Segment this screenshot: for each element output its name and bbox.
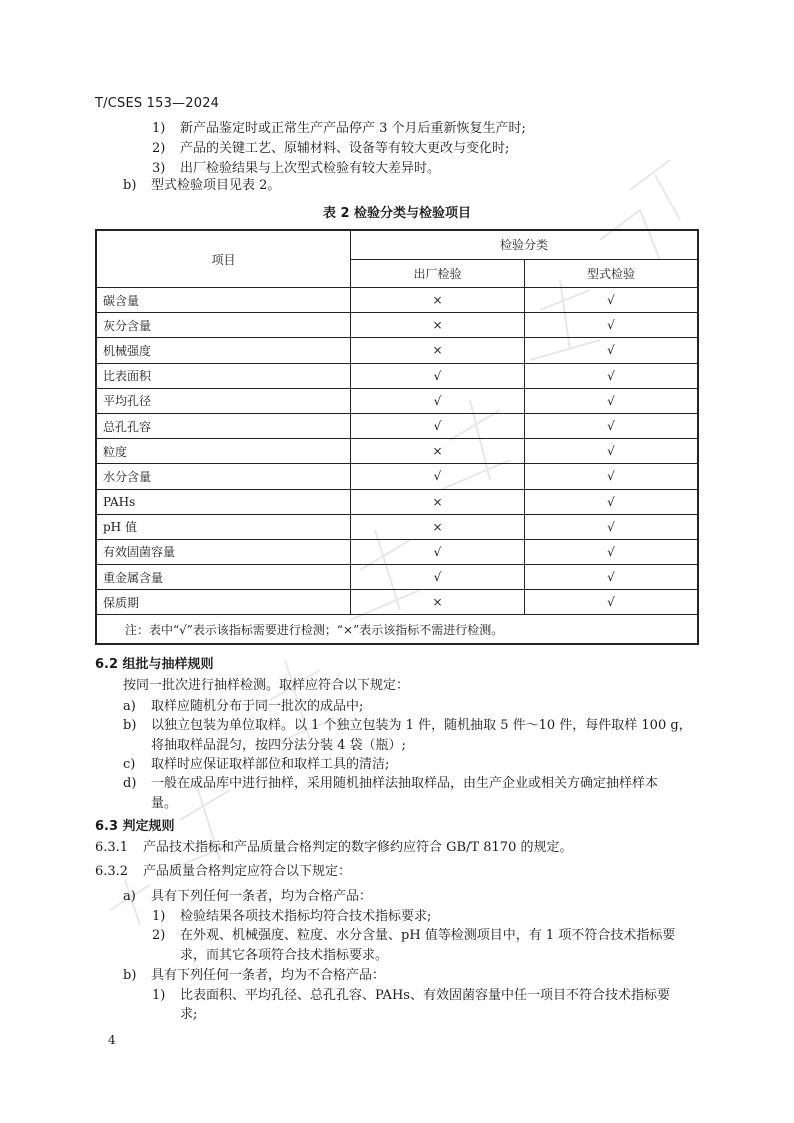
row-type-mark: √ [525,413,699,438]
intro-item-label: 3) [152,161,166,176]
row-type-mark: √ [525,439,699,464]
row-factory-mark: √ [351,413,525,438]
col-header-group: 检验分类 [351,230,699,259]
col-header-factory: 出厂检验 [351,259,525,287]
row-name: 灰分含量 [96,313,351,338]
table-row [96,338,698,363]
table-row [96,489,698,514]
section-6-3-title: 6.3 判定规则 [95,819,175,834]
list-item [152,986,670,1006]
clause-6-3-2-label: 6.3.2 [95,864,129,879]
row-name: 平均孔径 [96,388,351,413]
list-item [180,1005,197,1025]
document-header: T/CSES 153—2024 [95,96,220,111]
list-item-text: 在外观、机械强度、粒度、水分含量、pH 值等检测项目中，有 1 项不符合技术指标要 [180,928,676,944]
section-6-2-lead-text: 按同一批次进行抽样检测。取样应符合以下规定： [123,678,410,693]
row-factory-mark: √ [351,464,525,489]
table-row [96,439,698,464]
clause-a-text: 具有下列任何一条者，均为合格产品： [151,889,373,904]
row-type-mark: √ [525,489,699,514]
row-type-mark: √ [525,288,699,313]
list-item-text: 求; [180,1007,198,1023]
list-item [123,755,389,775]
list-item [152,926,675,946]
clause-6-3-2-text: 产品质量合格判定应符合以下规定： [143,864,352,879]
row-name: 有效固菌容量 [96,539,351,564]
row-type-mark: √ [525,338,699,363]
intro-b-text: 型式检验项目见表 2。 [151,178,281,193]
row-name: 比表面积 [96,363,351,388]
clause-6-3-1 [95,838,572,858]
table-row [96,514,698,539]
row-type-mark: √ [525,313,699,338]
clause-6-3-2 [95,862,351,882]
list-item-text: 检验结果各项技术指标均符合技术指标要求; [180,909,432,924]
list-item-text: 取样时应保证取样部位和取样工具的清洁; [151,756,390,772]
row-name: 机械强度 [96,338,351,363]
clause-b-label: b) [123,967,137,983]
row-name: 重金属含量 [96,565,351,590]
section-6-2-lead [123,676,409,696]
row-type-mark: √ [525,388,699,413]
row-factory-mark: × [351,489,525,514]
col-header-item: 项目 [96,230,351,288]
list-item-text: 比表面积、平均孔径、总孔孔容、PAHs、有效固菌容量中任一项目不符合技术指标要 [180,987,670,1003]
row-name: PAHs [96,489,351,514]
list-item [151,736,406,756]
list-item-label: b) [123,718,137,734]
table-row [96,464,698,489]
table-caption: 表 2 检验分类与检验项目 [322,206,472,221]
table-row [96,288,698,313]
row-factory-mark: × [351,313,525,338]
inspection-table [95,229,699,645]
intro-b-label: b) [123,178,137,193]
row-name: pH 值 [96,514,351,539]
row-factory-mark: × [351,514,525,539]
intro-item-label: 2) [152,141,166,156]
list-item-text: 以独立包装为单位取样。以 1 个独立包装为 1 件，随机抽取 5 件～10 件，每件取样 100 g， [151,718,692,734]
list-item [123,774,658,794]
row-name: 保质期 [96,590,351,615]
intro-item [152,139,509,159]
list-item [123,697,363,717]
list-item-label: a) [123,699,136,714]
intro-item [152,119,526,139]
row-factory-mark: × [351,338,525,363]
table-row [96,363,698,388]
clause-6-3-1-label: 6.3.1 [95,840,129,855]
intro-item-text: 新产品鉴定时或正常生产产品停产 3 个月后重新恢复生产时; [180,121,526,136]
list-item [180,946,388,966]
row-name: 粒度 [96,439,351,464]
list-item-text: 一般在成品库中进行抽样，采用随机抽样法抽取样品，由生产企业或相关方确定抽样样本 [151,776,659,792]
row-name: 总孔孔容 [96,413,351,438]
list-item-label: 1) [152,909,166,924]
list-item-label: c) [123,756,136,772]
page-number: 4 [108,1033,116,1047]
table-row [96,590,698,615]
list-item-label: 2) [152,928,166,944]
row-factory-mark: × [351,288,525,313]
intro-item-label: 1) [152,121,166,136]
col-header-type: 型式检验 [525,259,699,287]
row-type-mark: √ [525,514,699,539]
row-name: 水分含量 [96,464,351,489]
row-type-mark: √ [525,363,699,388]
row-name: 碳含量 [96,288,351,313]
section-6-2-title: 6.2 组批与抽样规则 [95,657,214,672]
list-item-text: 量。 [151,795,178,811]
intro-b [123,176,280,196]
row-type-mark: √ [525,590,699,615]
list-item-label: d) [123,776,137,792]
list-item-label: 1) [152,987,166,1003]
list-item [151,794,177,814]
clause-b-text: 具有下列任何一条者，均为不合格产品： [151,967,386,983]
row-factory-mark: × [351,439,525,464]
list-item [152,907,431,927]
clause-a [123,887,372,907]
list-item-text: 将抽取样品混匀，按四分法分装 4 袋（瓶）; [151,737,406,753]
row-factory-mark: √ [351,388,525,413]
clause-6-3-1-text: 产品技术指标和产品质量合格判定的数字修约应符合 GB/T 8170 的规定。 [143,840,573,855]
table-row [96,565,698,590]
clause-b [123,966,385,986]
row-factory-mark: √ [351,539,525,564]
table-row [96,413,698,438]
clause-a-label: a) [123,889,136,904]
list-item [123,716,692,736]
table-row [96,313,698,338]
row-type-mark: √ [525,464,699,489]
list-item-text: 取样应随机分布于同一批次的成品中; [151,699,364,714]
row-type-mark: √ [525,539,699,564]
row-factory-mark: √ [351,363,525,388]
list-item-text: 求，而其它各项符合技术指标要求。 [180,947,389,963]
row-type-mark: √ [525,565,699,590]
intro-item-text: 产品的关键工艺、原辅材料、设备等有较大更改与变化时; [180,141,510,156]
table-note: 注：表中“√”表示该指标需要进行检测；“×”表示该指标不需进行检测。 [96,615,698,645]
intro-item-text: 出厂检验结果与上次型式检验有较大差异时。 [180,161,441,176]
row-factory-mark: √ [351,565,525,590]
row-factory-mark: × [351,590,525,615]
table-row [96,539,698,564]
table-row [96,388,698,413]
